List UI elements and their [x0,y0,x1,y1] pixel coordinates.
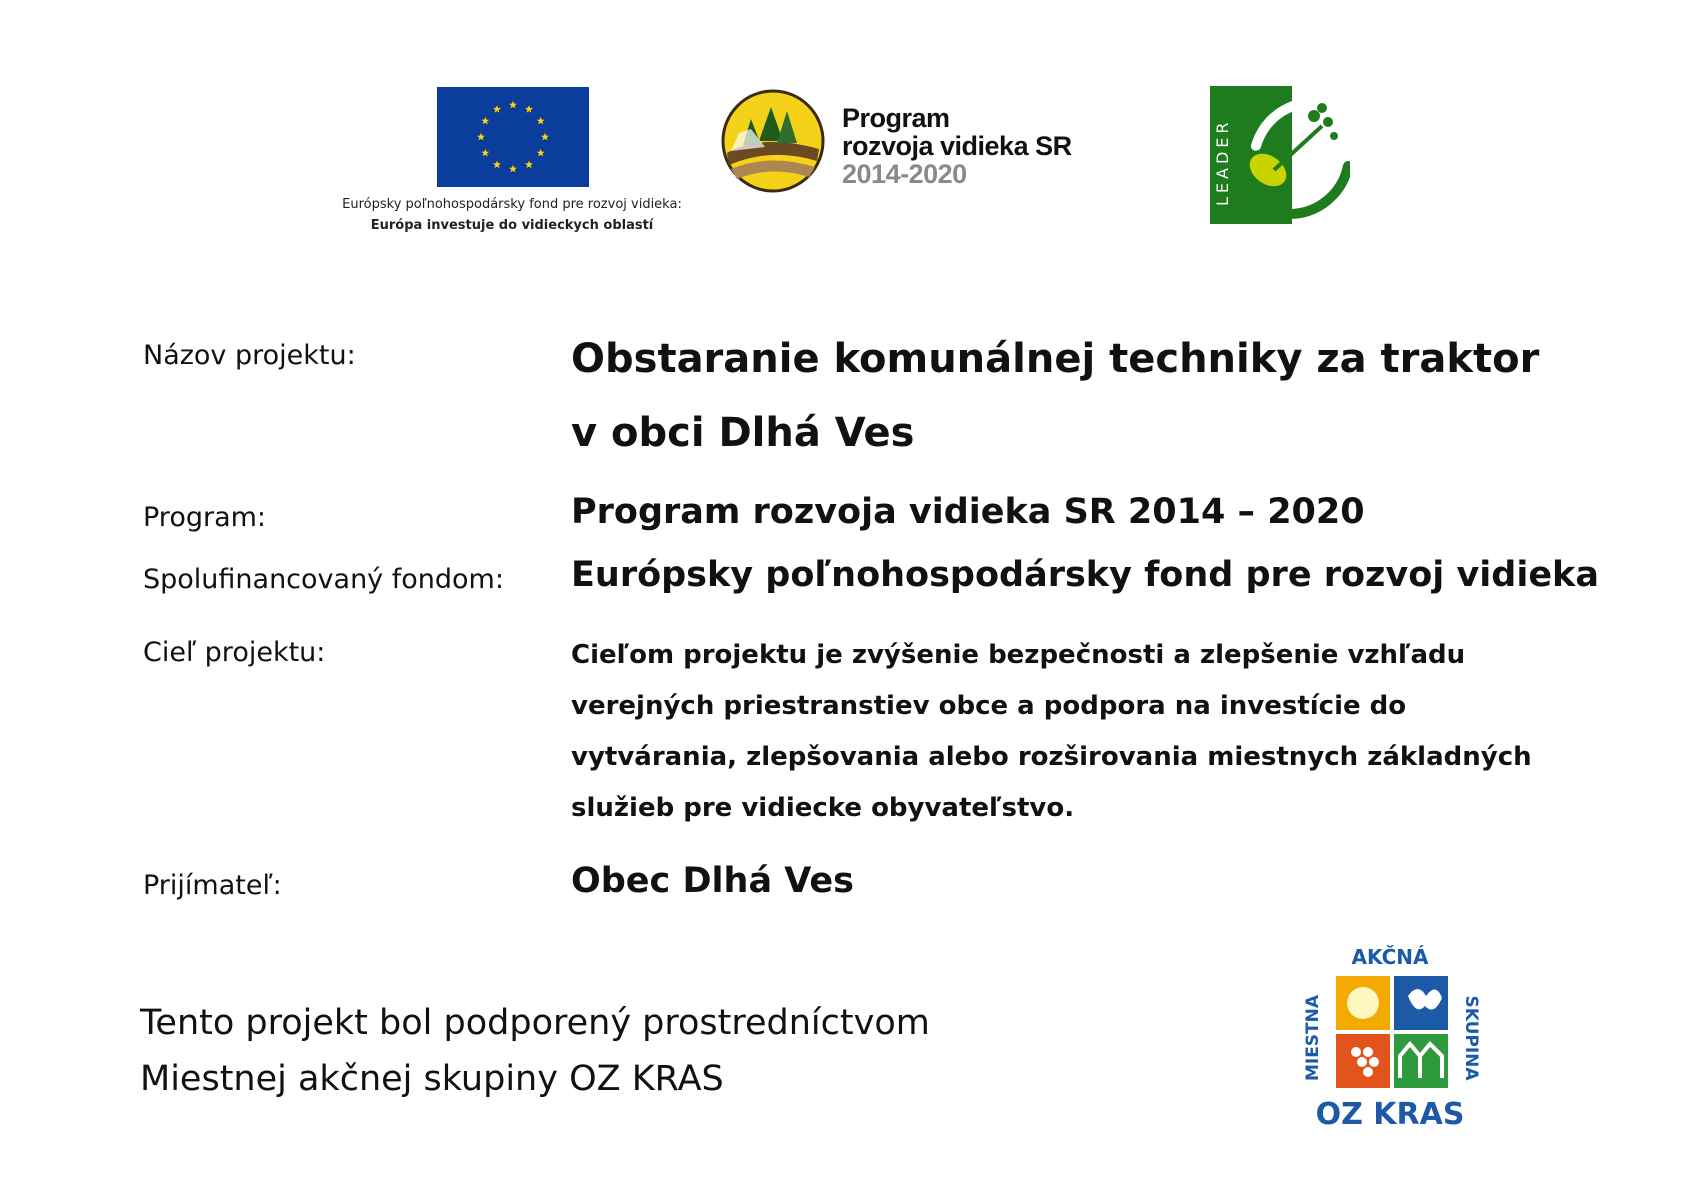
footer-line2: Miestnej akčnej skupiny OZ KRAS [140,1059,724,1099]
prv-seal-logo [721,89,825,193]
program-value: Program rozvoja vidieka SR 2014 – 2020 [571,492,1365,532]
goal-label: Cieľ projektu: [143,637,326,668]
eu-caption-line1: Európsky poľnohospodársky fond pre rozvoj vidieka: [342,197,682,212]
prv-line1: Program [842,103,950,133]
fund-value: Európsky poľnohospodársky fond pre rozvoj vidieka [571,555,1599,595]
prv-line3: 2014-2020 [842,159,967,189]
prv-line2: rozvoja vidieka SR [842,131,1072,161]
eu-fund-caption [312,194,712,236]
footer-line1: Tento projekt bol podporený prostredníctvom [140,1003,930,1043]
project-title-value: Obstaranie komunálnej techniky za traktor v obci Dlhá Ves [571,336,1540,456]
prv-logo-text [842,104,1072,188]
recipient-label: Prijímateľ: [143,870,282,901]
program-label: Program: [143,502,267,533]
project-title-label: Názov projektu: [143,340,356,371]
goal-value: Cieľom projektu je zvýšenie bezpečnosti a zlepšenie vzhľadu verejných priestranstiev obce a podpora na investície do vytvárania, zlepšovania alebo rozširovania miestnych základných služieb pre vidiecke obyvateľstvo. [571,640,1532,823]
mas-bottom-text: OZ KRAS [1315,1097,1465,1132]
eu-caption-line2: Európa investuje do vidieckych oblastí [370,218,654,233]
leader-text: LEADER [1213,118,1232,206]
mas-left-text: MIESTNA [1303,994,1323,1082]
mas-oz-kras-logo [1296,938,1484,1134]
leader-logo [1210,86,1350,224]
mas-right-text: SKUPINA [1461,995,1481,1081]
fund-label: Spolufinancovaný fondom: [143,564,504,595]
mas-top-text: AKČNÁ [1351,945,1429,969]
footer-statement [140,995,930,1107]
recipient-value: Obec Dlhá Ves [571,861,854,901]
eu-flag-logo [437,87,589,187]
